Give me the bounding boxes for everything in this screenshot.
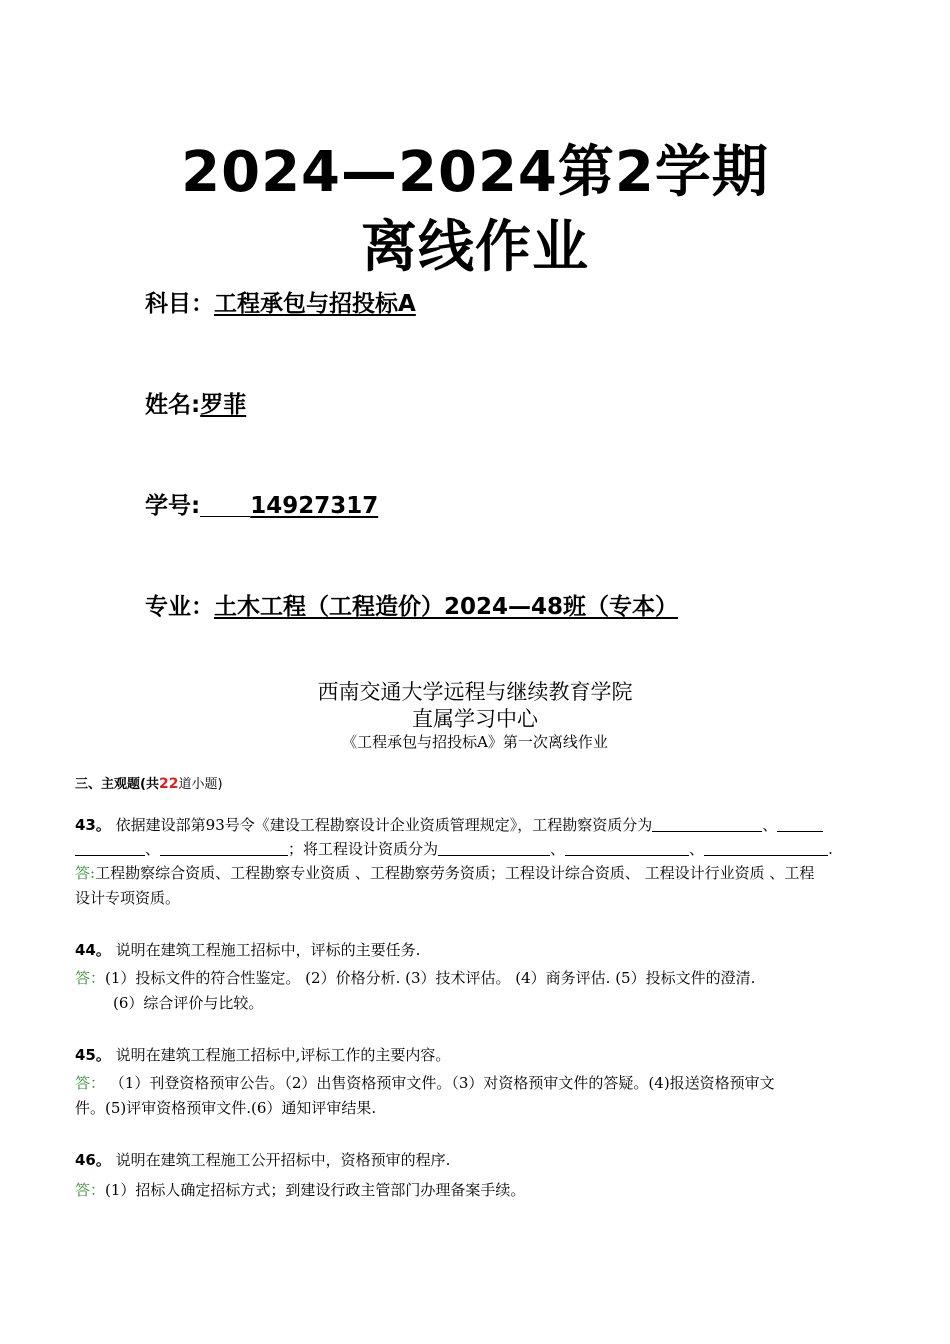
- answer-blank: [652, 817, 762, 832]
- student-id-label: 学号:: [145, 493, 201, 519]
- section-count-close: 道小题): [178, 777, 223, 792]
- question-text: 说明在建筑工程施工公开招标中，资格预审的程序.: [115, 1151, 451, 1169]
- question-number: 46。: [75, 1151, 111, 1169]
- separator: 、: [145, 840, 161, 858]
- student-id-value: 14927317: [250, 493, 379, 519]
- answer-label: 答：: [75, 1181, 106, 1199]
- separator: .: [828, 840, 833, 858]
- subject-label: 科目：: [145, 291, 214, 317]
- question-number: 43。: [75, 816, 111, 834]
- question-number: 44。: [75, 941, 111, 959]
- major-value: 土木工程（工程造价）2024—48班（专本）: [214, 594, 679, 620]
- answer-text: (6）综合评价与比较。: [113, 994, 264, 1012]
- question-text: 说明在建筑工程施工招标中,评标工作的主要内容。: [115, 1046, 451, 1064]
- answer-45: [75, 1071, 905, 1121]
- section-count: 22: [158, 776, 179, 792]
- separator: 、: [550, 840, 566, 858]
- name-value: 罗菲: [200, 392, 247, 418]
- answer-blank: [565, 841, 689, 856]
- answer-blank: [160, 841, 288, 856]
- answer-blank: [75, 841, 145, 856]
- answer-46: [75, 1178, 905, 1203]
- separator: 、: [689, 840, 705, 858]
- answer-text: (1）投标文件的符合性鉴定。 (2）价格分析. (3）技术评估。 (4）商务评估. (5）投标文件的澄清.: [105, 969, 756, 987]
- answer-blank: [704, 841, 828, 856]
- section-prefix: 三、主观题: [75, 777, 141, 792]
- institution-name: 西南交通大学远程与继续教育学院: [317, 680, 633, 704]
- answer-text: 工程勘察综合资质、工程勘察专业资质 、工程勘察劳务资质；工程设计综合资质、 工程设计行业资质 、工程: [95, 864, 815, 882]
- question-number: 45。: [75, 1046, 111, 1064]
- student-id-underline: [200, 515, 250, 517]
- separator: 、: [762, 816, 778, 834]
- question-text: 依据建设部第93号令《建设工程勘察设计企业资质管理规定》，工程勘察资质分为: [115, 816, 653, 834]
- assignment-title: 《工程承包与招投标A》第一次离线作业: [342, 733, 608, 751]
- question-43: [75, 815, 905, 860]
- section-count-open: (共: [140, 777, 159, 792]
- cover-title-line1: 2024—2024第2学期: [181, 140, 769, 205]
- student-id-field: [145, 487, 378, 520]
- name-label: 姓名:: [145, 392, 201, 418]
- answer-text: (1）招标人确定招标方式；到建设行政主管部门办理备案手续。: [105, 1181, 526, 1199]
- major-field: [145, 588, 678, 621]
- question-44: [75, 940, 905, 961]
- answer-text: （1）刊登资格预审公告。（2）出售资格预审文件。（3）对资格预审文件的答疑。(4)报送资格预审文: [105, 1074, 775, 1092]
- learning-center: 直属学习中心: [412, 707, 538, 731]
- major-label: 专业：: [145, 594, 214, 620]
- question-text: 说明在建筑工程施工招标中，评标的主要任务.: [115, 941, 421, 959]
- subject-value: 工程承包与招投标A: [214, 291, 416, 317]
- answer-blank: [777, 817, 823, 832]
- section-heading: [75, 773, 223, 792]
- answer-label: 答：: [75, 969, 106, 987]
- answer-43: [75, 861, 905, 911]
- question-text: ；将工程设计资质分为: [288, 840, 439, 858]
- question-46: [75, 1150, 905, 1171]
- answer-blank: [438, 841, 550, 856]
- name-field: [145, 386, 246, 419]
- answer-label: 答:: [75, 864, 96, 882]
- question-45: [75, 1045, 905, 1066]
- cover-title-line2: 离线作业: [361, 215, 589, 280]
- answer-text: 件。(5)评审资格预审文件.(6）通知评审结果.: [75, 1099, 377, 1117]
- subject-field: [145, 285, 416, 318]
- answer-text: 设计专项资质。: [75, 889, 181, 907]
- answer-label: 答：: [75, 1074, 106, 1092]
- answer-44: [75, 966, 905, 1016]
